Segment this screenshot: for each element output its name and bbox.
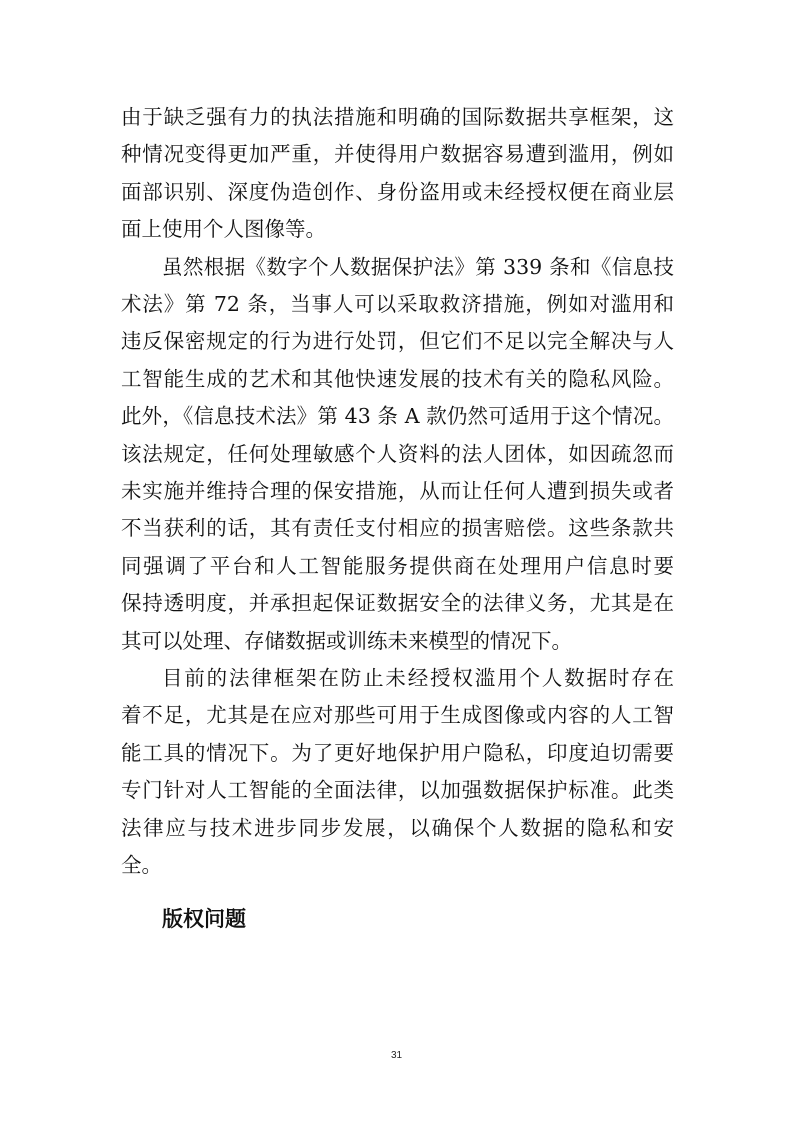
paragraph-2-line-8: 不当获利的话，其有责任支付相应的损害赔偿。这些条款共 xyxy=(121,516,674,540)
paragraph-2-line-4: 工智能生成的艺术和其他快速发展的技术有关的隐私风险。 xyxy=(121,367,674,391)
paragraph-3-line-1: 目前的法律框架在防止未经授权滥用个人数据时存在 xyxy=(162,666,674,690)
paragraph-3-line-5: 法律应与技术进步同步发展，以确保个人数据的隐私和安 xyxy=(121,816,674,840)
paragraph-2-line-1: 虽然根据《数字个人数据保护法》第 339 条和《信息技 xyxy=(162,255,674,279)
paragraph-2-line-9: 同强调了平台和人工智能服务提供商在处理用户信息时要 xyxy=(121,554,674,578)
paragraph-2-line-5: 此外，《信息技术法》第 43 条 A 款仍然可适用于这个情况。 xyxy=(121,404,674,428)
paragraph-3-line-3: 能工具的情况下。为了更好地保护用户隐私，印度迫切需要 xyxy=(121,741,674,765)
paragraph-1-line-3: 面部识别、深度伪造创作、身份盗用或未经授权便在商业层 xyxy=(121,180,674,204)
paragraph-3-line-6: 全。 xyxy=(121,853,162,877)
paragraph-3-line-2: 着不足，尤其是在应对那些可用于生成图像或内容的人工智 xyxy=(121,703,674,727)
paragraph-1-line-1: 由于缺乏强有力的执法措施和明确的国际数据共享框架，这 xyxy=(121,105,674,129)
paragraph-2-line-6: 该法规定，任何处理敏感个人资料的法人团体，如因疏忽而 xyxy=(121,442,674,466)
paragraph-2-line-11: 其可以处理、存储数据或训练未来模型的情况下。 xyxy=(121,629,572,653)
paragraph-2-line-2: 术法》第 72 条，当事人可以采取救济措施，例如对滥用和 xyxy=(121,292,674,316)
paragraph-2-line-10: 保持透明度，并承担起保证数据安全的法律义务，尤其是在 xyxy=(121,591,674,615)
paragraph-1-line-2: 种情况变得更加严重，并使得用户数据容易遭到滥用，例如 xyxy=(121,142,674,166)
page-number: 31 xyxy=(390,1050,403,1061)
paragraph-2-line-7: 未实施并维持合理的保安措施，从而让任何人遭到损失或者 xyxy=(121,479,674,503)
paragraph-1-line-4: 面上使用个人图像等。 xyxy=(121,217,326,241)
paragraph-3-line-4: 专门针对人工智能的全面法律，以加强数据保护标准。此类 xyxy=(121,778,674,802)
section-heading-visible: 版权问题 xyxy=(162,906,246,931)
paragraph-2-line-3: 违反保密规定的行为进行处罚，但它们不足以完全解决与人 xyxy=(121,329,674,353)
